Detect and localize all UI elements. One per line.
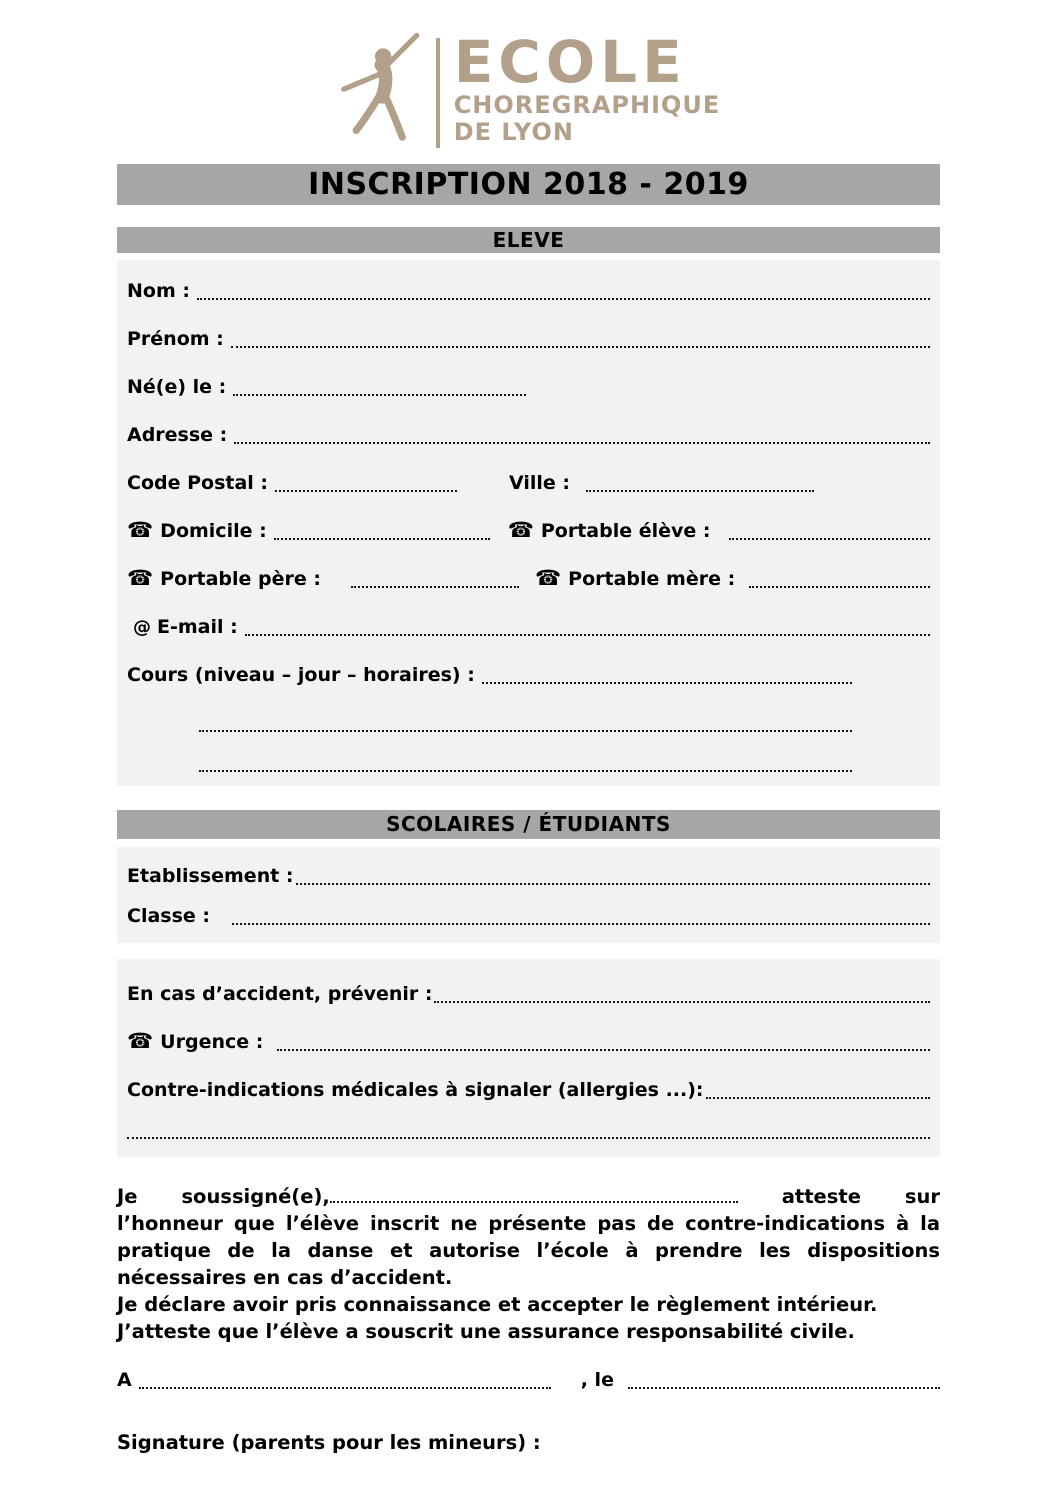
signatory-name-field-line[interactable] xyxy=(330,1189,738,1203)
signature-label: Signature (parents pour les mineurs) : xyxy=(117,1431,541,1454)
logo-subtitle-2: DE LYON xyxy=(453,118,574,146)
form-title: INSCRIPTION 2018 - 2019 xyxy=(117,164,940,205)
etablissement-label: Etablissement : xyxy=(127,865,294,887)
adresse-field-line[interactable] xyxy=(234,428,930,444)
accident-label: En cas d’accident, prévenir : xyxy=(127,983,433,1005)
school-logo xyxy=(0,0,1058,158)
logo-subtitle-1: CHOREGRAPHIQUE xyxy=(453,91,721,119)
ville-label: Ville : xyxy=(509,472,571,494)
phone-icon: ☎ xyxy=(127,518,154,542)
cours-field-line-2[interactable] xyxy=(199,716,852,732)
email-label: @ E-mail : xyxy=(133,616,238,638)
row-adresse xyxy=(127,422,930,446)
attestation-paragraph xyxy=(117,1183,940,1345)
attestation-line-assurance: J’atteste que l’élève a souscrit une assurance responsabilité civile. xyxy=(117,1320,855,1343)
etablissement-field-line[interactable] xyxy=(296,869,930,885)
row-urgence xyxy=(127,1029,930,1053)
cours-field-line-1[interactable] xyxy=(482,668,852,684)
logo-divider xyxy=(436,38,440,148)
contre-indications-label: Contre-indications médicales à signaler (allergies ...): xyxy=(127,1079,704,1101)
section-eleve xyxy=(117,260,940,786)
portable-eleve-field-line[interactable] xyxy=(729,524,930,540)
row-prenom xyxy=(127,326,930,350)
row-portable-parents xyxy=(127,566,930,590)
portable-eleve-label: ☎ Portable élève : xyxy=(507,518,711,542)
row-city-date xyxy=(117,1367,940,1391)
prenom-label: Prénom : xyxy=(127,328,224,350)
row-contre-indications xyxy=(127,1077,930,1101)
phone-icon: ☎ xyxy=(127,566,154,590)
section-header-eleve: ELEVE xyxy=(117,227,940,253)
urgence-field-line[interactable] xyxy=(277,1035,930,1051)
dancer-icon xyxy=(338,30,434,156)
section-header-scolaires: SCOLAIRES / ÉTUDIANTS xyxy=(117,810,940,839)
ne-le-field-line[interactable] xyxy=(233,380,526,396)
row-cp-ville xyxy=(127,470,930,494)
row-cours xyxy=(127,662,930,686)
row-cours-extra-1 xyxy=(127,710,930,734)
city-label: A xyxy=(117,1369,132,1391)
portable-pere-label: ☎ Portable père : xyxy=(127,566,321,590)
adresse-label: Adresse : xyxy=(127,424,228,446)
email-field-line[interactable] xyxy=(245,620,930,636)
date-label: , le xyxy=(580,1369,614,1391)
code-postal-label: Code Postal : xyxy=(127,472,269,494)
accident-field-line[interactable] xyxy=(434,987,930,1003)
section-urgence xyxy=(117,959,940,1157)
phone-icon: ☎ xyxy=(507,518,534,542)
nom-field-line[interactable] xyxy=(197,284,930,300)
phone-icon: ☎ xyxy=(535,566,562,590)
cours-field-line-3[interactable] xyxy=(199,756,852,772)
ville-field-line[interactable] xyxy=(586,476,814,492)
row-etablissement xyxy=(127,863,930,887)
city-field-line[interactable] xyxy=(139,1373,551,1389)
attestation-line-reglement: Je déclare avoir pris connaissance et accepter le règlement intérieur. xyxy=(117,1293,878,1316)
contre-indications-field-line-2[interactable] xyxy=(127,1123,930,1139)
phone-icon: ☎ xyxy=(127,1029,154,1053)
code-postal-field-line[interactable] xyxy=(275,476,457,492)
contre-indications-field-line-1[interactable] xyxy=(706,1083,930,1099)
section-scolaires xyxy=(117,847,940,943)
logo-school-name: ECOLE xyxy=(453,28,687,96)
portable-pere-field-line[interactable] xyxy=(351,572,519,588)
row-domicile-portable xyxy=(127,518,930,542)
classe-label: Classe : xyxy=(127,905,210,927)
attestation-intro: Je soussigné(e), xyxy=(117,1185,330,1208)
row-classe xyxy=(127,903,930,927)
attestation-body: atteste sur l’honneur que l’élève inscrit ne présente pas de contre-indications à la pratique de la danse et autorise l’école à prendre les dispositions nécessaires en cas d’accident. xyxy=(117,1185,941,1289)
prenom-field-line[interactable] xyxy=(231,332,930,348)
portable-mere-label: ☎ Portable mère : xyxy=(535,566,736,590)
row-email xyxy=(127,614,930,638)
at-icon: @ xyxy=(133,617,151,638)
row-cours-extra-2 xyxy=(127,750,930,774)
attestation-justified xyxy=(117,1183,940,1291)
cours-label: Cours (niveau – jour – horaires) : xyxy=(127,664,475,686)
date-field-line[interactable] xyxy=(628,1373,940,1389)
domicile-field-line[interactable] xyxy=(274,524,490,540)
domicile-label: ☎ Domicile : xyxy=(127,518,267,542)
classe-field-line[interactable] xyxy=(232,909,930,925)
portable-mere-field-line[interactable] xyxy=(749,572,930,588)
ne-le-label: Né(e) le : xyxy=(127,376,227,398)
row-ne-le xyxy=(127,374,930,398)
row-nom xyxy=(127,278,930,302)
urgence-label: ☎ Urgence : xyxy=(127,1029,264,1053)
nom-label: Nom : xyxy=(127,280,190,302)
row-contre-indications-extra xyxy=(127,1117,930,1141)
row-accident xyxy=(127,981,930,1005)
